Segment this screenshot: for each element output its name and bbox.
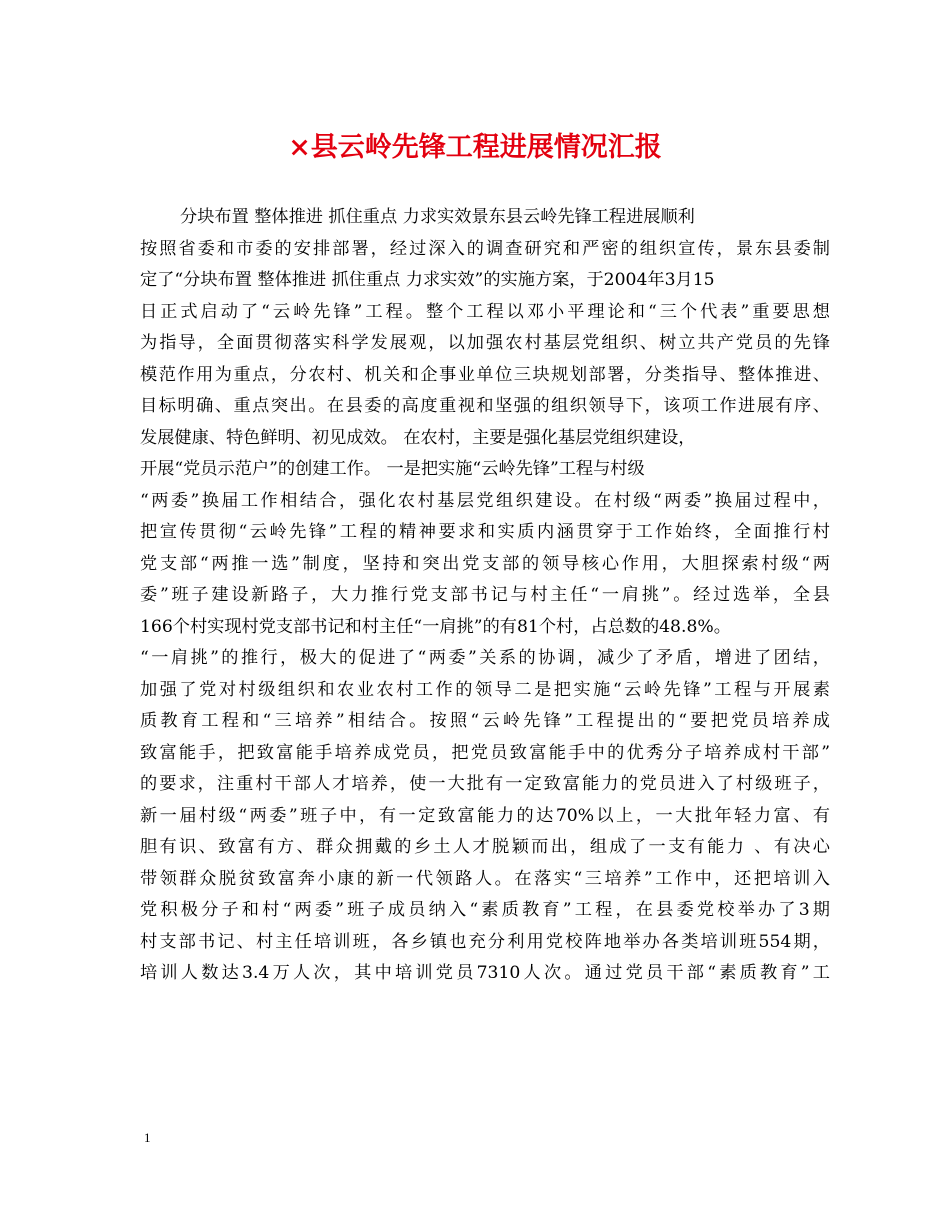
text-line: 目标明确、重点突出。在县委的高度重视和坚强的组织领导下，该项工作进展有序、: [140, 396, 830, 416]
text-line: 166个村实现村党支部书记和村主任“一肩挑”的有81个村，占总数的48.8%。: [140, 616, 731, 637]
text-line: 党积极分子和村“两委”班子成员纳入“素质教育”工程，在县委党校举办了3期: [140, 900, 830, 920]
text-line: 的要求，注重村干部人才培养，使一大批有一定致富能力的党员进入了村级班子，: [140, 774, 830, 794]
text-line: “两委”换届工作相结合，强化农村基层党组织建设。在村级“两委”换届过程中，: [140, 490, 830, 511]
text-line: 开展“党员示范户”的创建工作。 一是把实施“云岭先锋”工程与村级: [140, 459, 645, 479]
text-line: 模范作用为重点，分农村、机关和企事业单位三块规划部署，分类指导、整体推进、: [140, 364, 830, 385]
text-line: 日正式启动了“云岭先锋”工程。整个工程以邓小平理论和“三个代表”重要思想: [140, 301, 830, 322]
text-line: 加强了党对村级组织和农业农村工作的领导二是把实施“云岭先锋”工程与开展素: [140, 679, 830, 700]
text-line: 发展健康、特色鲜明、初见成效。 在农村，主要是强化基层党组织建设，: [140, 427, 696, 448]
text-line: 委”班子建设新路子，大力推行党支部书记与村主任“一肩挑”。经过选举，全县: [140, 585, 830, 605]
text-line: 定了“分块布置 整体推进 抓住重点 力求实效”的实施方案，于2004年3月15: [140, 270, 715, 290]
text-line: 为指导，全面贯彻落实科学发展观，以加强农村基层党组织、树立共产党员的先锋: [140, 333, 830, 353]
text-line: 胆有识、致富有方、群众拥戴的乡土人才脱颖而出，组成了一支有能力 、有决心: [140, 837, 830, 857]
text-line: 新一届村级“两委”班子中，有一定致富能力的达70%以上，一大批年轻力富、有: [140, 805, 830, 826]
text-line: “一肩挑”的推行，极大的促进了“两委”关系的协调，减少了矛盾，增进了团结，: [140, 648, 830, 668]
text-line: 分块布置 整体推进 抓住重点 力求实效景东县云岭先锋工程进展顺利: [180, 207, 695, 227]
body-text: [140, 202, 830, 990]
text-line: 质教育工程和“三培养”相结合。按照“云岭先锋”工程提出的“要把党员培养成: [140, 711, 830, 731]
text-line: 致富能手，把致富能手培养成党员，把党员致富能手中的优秀分子培养成村干部”: [140, 742, 830, 763]
document-title: ×县云岭先锋工程进展情况汇报: [288, 132, 662, 163]
text-line: 把宣传贯彻“云岭先锋”工程的精神要求和实质内涵贯穿于工作始终，全面推行村: [140, 522, 830, 542]
text-line: 培训人数达3.4万人次，其中培训党员7310人次。通过党员干部“素质教育”工: [140, 963, 830, 983]
text-line: 按照省委和市委的安排部署，经过深入的调查研究和严密的组织宣传，景东县委制: [140, 238, 830, 259]
text-line: 村支部书记、村主任培训班，各乡镇也充分利用党校阵地举办各类培训班554期，: [140, 931, 830, 952]
text-line: 党支部“两推一选”制度，坚持和突出党支部的领导核心作用，大胆探索村级“两: [140, 553, 830, 574]
page-number: 1: [144, 1130, 151, 1145]
text-line: 带领群众脱贫致富奔小康的新一代领路人。在落实“三培养”工作中，还把培训入: [140, 868, 830, 889]
